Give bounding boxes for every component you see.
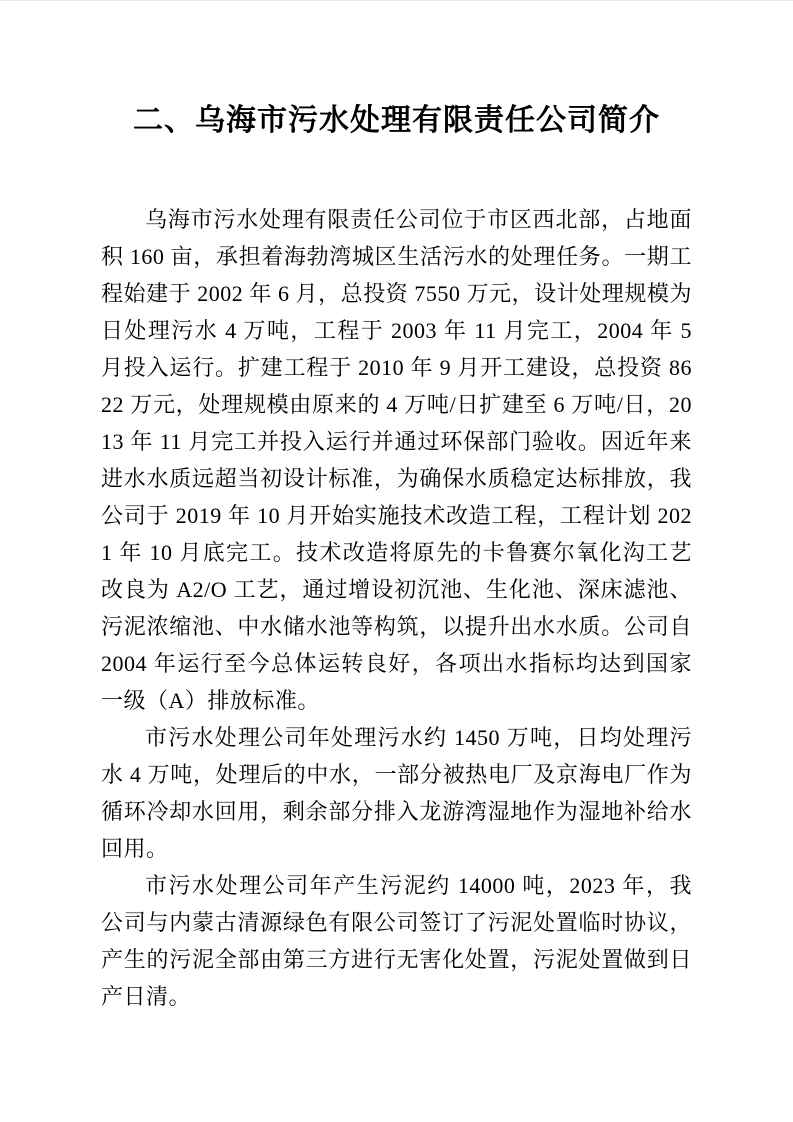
paragraph-company-overview: 乌海市污水处理有限责任公司位于市区西北部，占地面积 160 亩，承担着海勃湾城区生活污水的处理任务。一期工程始建于 2002 年 6 月，总投资 7550 万元，设计处理规模为日处理污水 4 万吨，工程于 2003 年 11 月完工，2004 年 5 月投入运行。扩建工程于 2010 年 9 月开工建设，总投资 8622 万元，处理规模由原来的 4 万吨/日扩建至 6 万吨/日，2013 年 11 月完工并投入运行并通过环保部门验收。因近年来进水水质远超当初设计标准，为确保水质稳定达标排放，我公司于 2019 年 10 月开始实施技术改造工程，工程计划 2021 年 10 月底完工。技术改造将原先的卡鲁赛尔氧化沟工艺改良为 A2/O 工艺，通过增设初沉池、生化池、深床滤池、污泥浓缩池、中水储水池等构筑，以提升出水水质。公司自 2004 年运行至今总体运转良好，各项出水指标均达到国家一级（A）排放标准。 — [101, 207, 692, 713]
paragraph-sludge-disposal: 市污水处理公司年产生污泥约 14000 吨，2023 年，我公司与内蒙古清源绿色有限公司签订了污泥处置临时协议，产生的污泥全部由第三方进行无害化处置，污泥处置做到日产日清。 — [101, 873, 692, 1009]
paragraph-water-treatment-volume: 市污水处理公司年处理污水约 1450 万吨，日均处理污水 4 万吨，处理后的中水，一部分被热电厂及京海电厂作为循环冷却水回用，剩余部分排入龙游湾湿地作为湿地补给水回用。 — [101, 725, 692, 861]
document-content — [0, 1, 793, 1015]
page-title: 二、乌海市污水处理有限责任公司简介 — [133, 104, 660, 137]
document-body — [101, 201, 692, 1015]
